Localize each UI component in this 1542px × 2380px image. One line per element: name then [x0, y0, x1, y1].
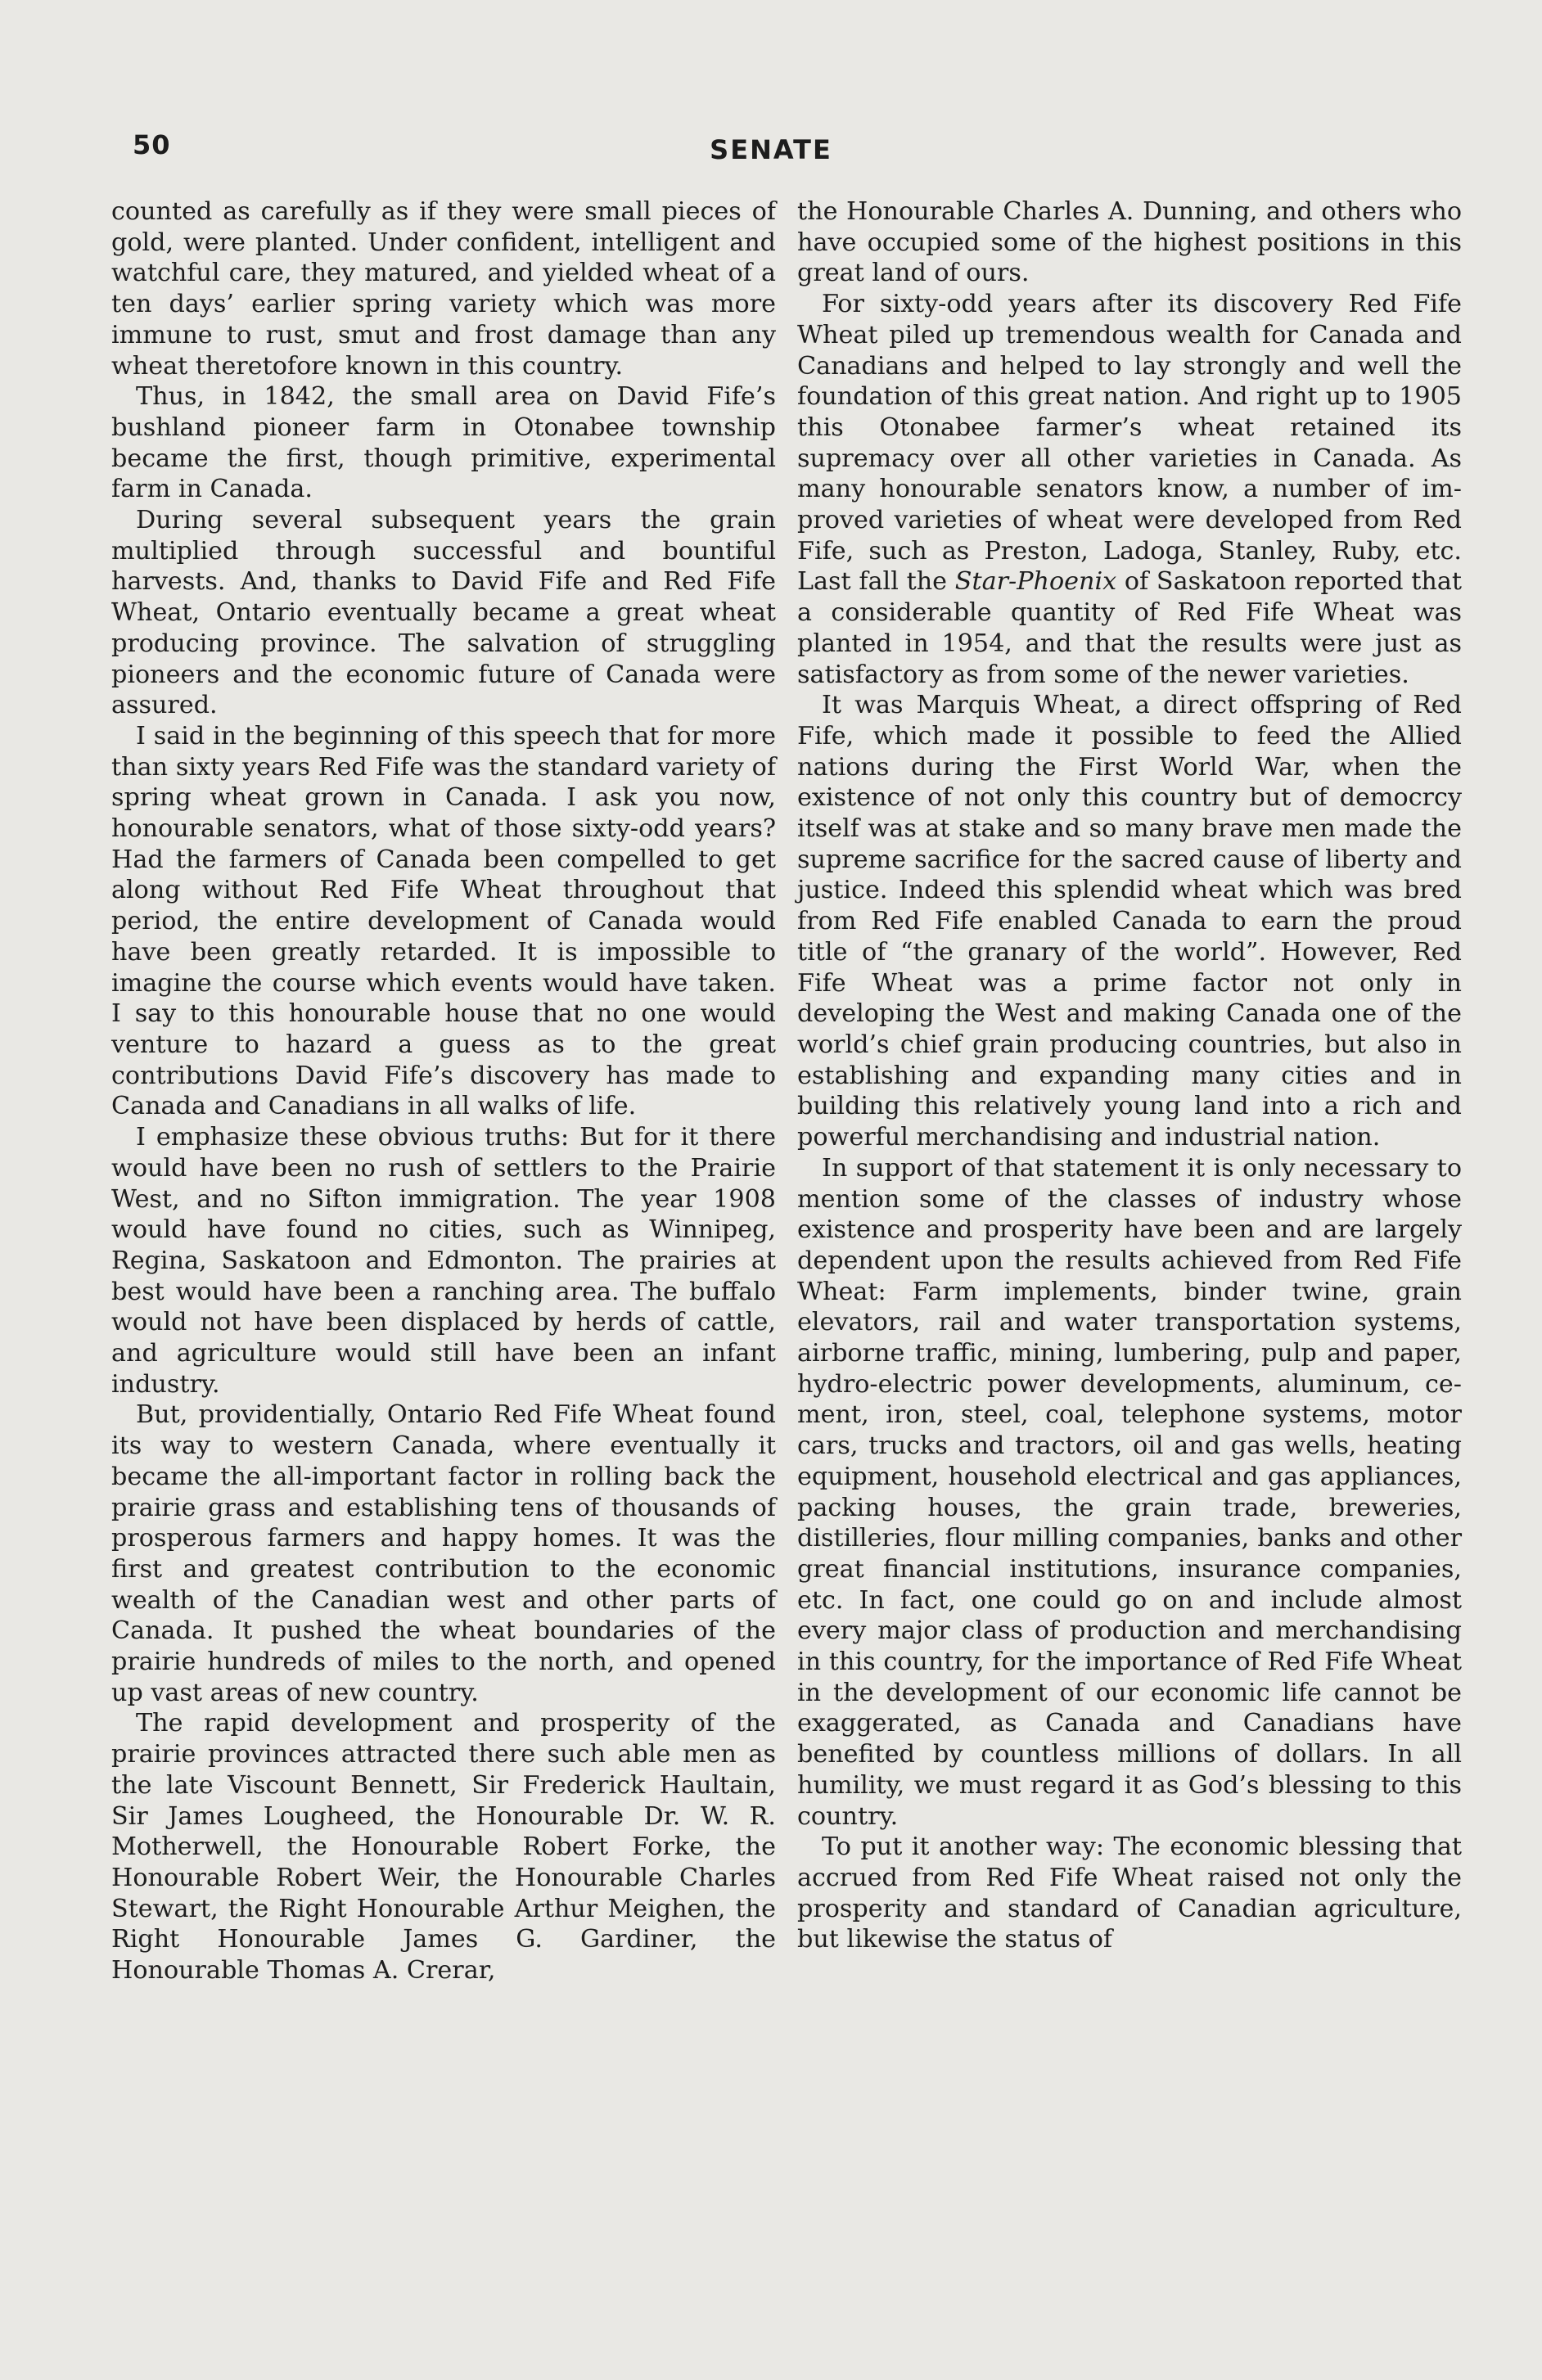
page-number: 50	[133, 129, 171, 160]
paragraph	[797, 289, 1462, 690]
paragraph: The rapid development and prosperity of the prairie provinces attracted there such able men as the late Viscount Bennett, Sir Frederick Haultain, Sir James Lougheed, the Honourable Dr. W. R. Motherwell, the Honourable Robert Forke, the Honourable Robert Weir, the Honourable Charles Stewart, the Right Honourable Arthur Meighen, the Right Honourable James G. Gardiner, the Honourable Thomas A. Crerar,	[111, 1709, 776, 1986]
paragraph: I said in the beginning of this speech that for more than sixty years Red Fife was the standard variety of spring wheat grown in Canada. I ask you now, honourable senators, what of those sixty-odd years? Had the farmers of Canada been compelled to get along without Red Fife Wheat throughout that period, the entire development of Canada would have been greatly retarded. It is impossible to imagine the course which events would have taken. I say to this honourable house that no one would venture to hazard a guess as to the great contributions David Fife’s discovery has made to Canada and Canadians in all walks of life.	[111, 721, 776, 1121]
paragraph: It was Marquis Wheat, a direct offspring of Red Fife, which made it possible to feed the Allied nations during the First World War, when the existence of not only this country but of democrcy itself was at stake and so many brave men made the supreme sacrifice for the sacred cause of liberty and justice. Indeed this splendid wheat which was bred from Red Fife enabled Canada to earn the proud title of “the granary of the world”. However, Red Fife Wheat was a prime factor not only in developing the West and making Canada one of the world’s chief grain producing countries, but also in establishing and expanding many cities and in building this relatively young land into a rich and powerful merchandising and industrial nation.	[797, 691, 1462, 1152]
newspaper-title: Star-Phoenix	[954, 567, 1117, 597]
paragraph: During several subsequent years the grain multiplied through successful and bountiful harvests. And, thanks to David Fife and Red Fife Wheat, Ontario eventually became a great wheat producing province. The salvation of struggling pioneers and the economic future of Canada were assured.	[111, 506, 776, 720]
paragraph: But, providentially, Ontario Red Fife Wheat found its way to western Canada, where eventually it became the all-important factor in rolling back the prairie grass and establishing tens of thousands of prosperous farmers and happy homes. It was the first and greatest contribution to the economic wealth of the Canadian west and other parts of Canada. It pushed the wheat boundaries of the prairie hundreds of miles to the north, and opened up vast areas of new country.	[111, 1400, 776, 1707]
right-column	[797, 196, 1462, 1955]
running-head: SENATE	[710, 134, 832, 165]
paragraph: the Honourable Charles A. Dunning, and others who have occupied some of the highest positions in this great land of ours.	[797, 197, 1462, 288]
paragraph: To put it another way: The economic blessing that accrued from Red Fife Wheat raised not only the prosperity and standard of Canadian agriculture, but likewise the status of	[797, 1832, 1462, 1954]
paragraph-text: of Saskatoon reported that a considerable quantity of Red Fife Wheat was planted in 1954, and that the results were just as satisfactory as from some of the newer varieties.	[797, 567, 1463, 689]
paragraph: I emphasize these obvious truths: But for it there would have been no rush of settlers to the Prairie West, and no Sifton immigration. The year 1908 would have found no cities, such as Winnipeg, Regina, Saskatoon and Edmonton. The prairies at best would have been a ranching area. The buffalo would not have been displaced by herds of cattle, and agriculture would still have been an infant industry.	[111, 1123, 776, 1399]
paragraph: counted as carefully as if they were small pieces of gold, were planted. Under confident, intelligent and watchful care, they matured, and yielded wheat of a ten days’ earlier spring variety which was more immune to rust, smut and frost damage than any wheat theretofore known in this country.	[111, 197, 776, 381]
paragraph: Thus, in 1842, the small area on David Fife’s bushland pioneer farm in Otonabee township became the first, though primitive, experimental farm in Canada.	[111, 382, 776, 504]
left-column	[111, 196, 776, 1986]
paragraph-text: For sixty-odd years after its discovery Red Fife Wheat piled up tremendous wealth for Canada and Canadians and helped to lay strongly and well the foundation of this great nation. And right up to 1905 this Otonabee farmer’s wheat retained its supremacy over all other varieties in Canada. As many honourable senators know, a number of improved varieties of wheat were developed from Red Fife, such as Preston, Ladoga, Stanley, Ruby, etc. Last fall the	[797, 290, 1462, 597]
paragraph: In support of that statement it is only necessary to mention some of the classes of industry whose existence and prosperity have been and are largely dependent upon the results achieved from Red Fife Wheat: Farm implements, binder twine, grain elevators, rail and water transportation systems, airborne traffic, mining, lumbering, pulp and paper, hydro-electric power developments, aluminum, cement, iron, steel, coal, telephone systems, motor cars, trucks and tractors, oil and gas wells, heating equipment, household electrical and gas appliances, packing houses, the grain trade, breweries, distilleries, flour milling companies, banks and other great financial institutions, insurance companies, etc. In fact, one could go on and include almost every major class of production and merchandising in this country, for the importance of Red Fife Wheat in the development of our economic life cannot be exaggerated, as Canada and Canadians have benefited by countless millions of dollars. In all humility, we must regard it as God’s blessing to this country.	[797, 1153, 1462, 1831]
